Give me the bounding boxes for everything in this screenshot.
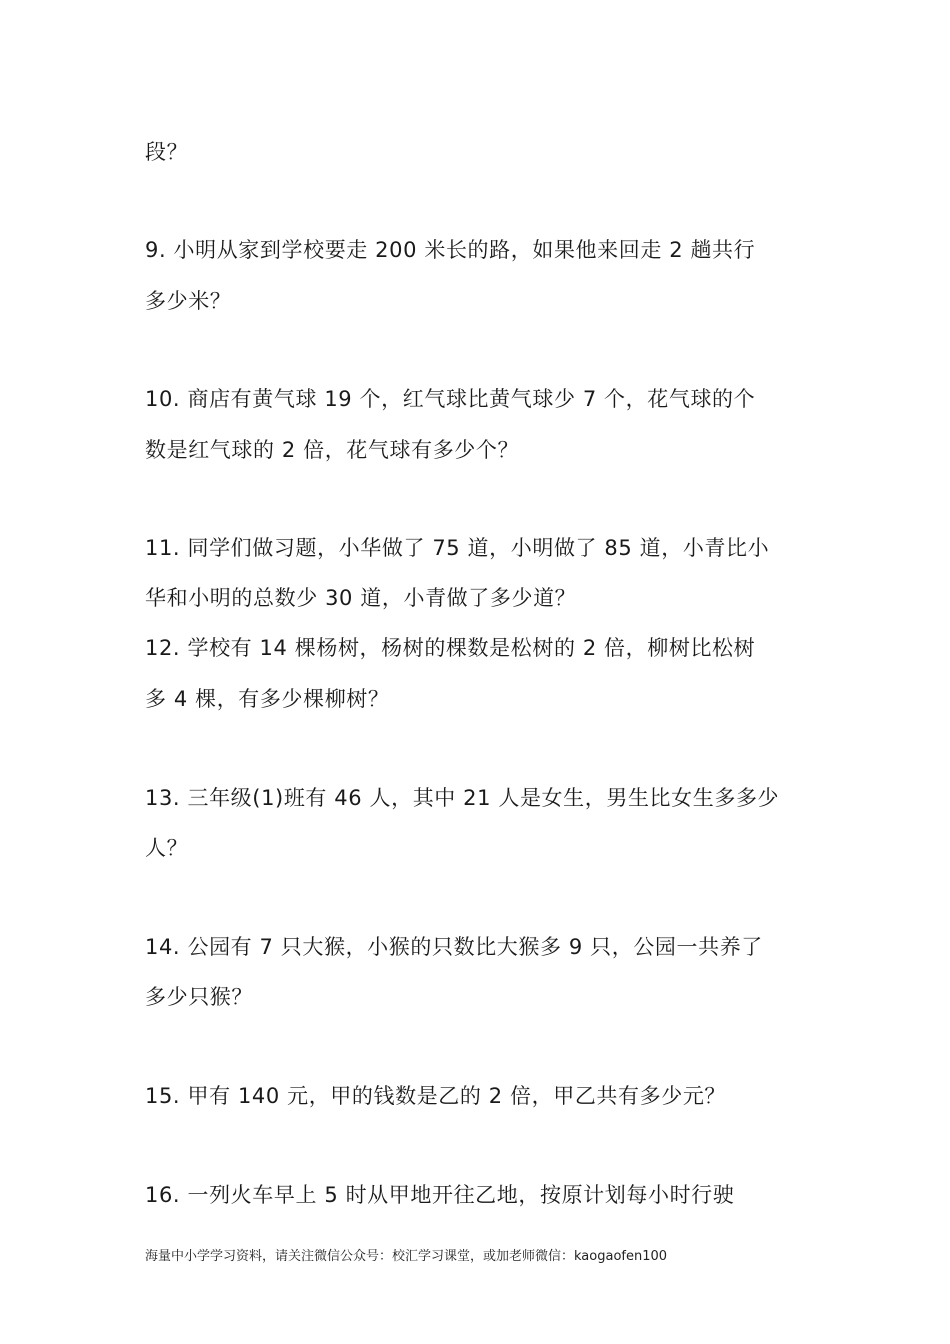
question-12-line-2: 多 4 棵，有多少棵柳树？ — [145, 687, 390, 711]
question-14-line-2: 多少只猴？ — [145, 985, 253, 1009]
question-13-line-2: 人？ — [145, 836, 189, 860]
question-12-line-1: 12. 学校有 14 棵杨树，杨树的棵数是松树的 2 倍，柳树比松树 — [145, 636, 756, 660]
text-line-1: 段？ — [145, 140, 189, 164]
question-15-line-1: 15. 甲有 140 元，甲的钱数是乙的 2 倍，甲乙共有多少元？ — [145, 1084, 727, 1108]
question-11-line-1: 11. 同学们做习题，小华做了 75 道，小明做了 85 道，小青比小 — [145, 536, 770, 560]
question-13-line-1: 13. 三年级(1)班有 46 人，其中 21 人是女生，男生比女生多多少 — [145, 786, 780, 810]
question-16-line-1: 16. 一列火车早上 5 时从甲地开往乙地，按原计划每小时行驶 — [145, 1183, 735, 1207]
question-10-line-1: 10. 商店有黄气球 19 个，红气球比黄气球少 7 个，花气球的个 — [145, 387, 756, 411]
question-9-line-2: 多少米？ — [145, 289, 232, 313]
question-14-line-1: 14. 公园有 7 只大猴，小猴的只数比大猴多 9 只，公园一共养了 — [145, 935, 763, 959]
page-footer: 海量中小学学习资料，请关注微信公众号：校汇学习课堂，或加老师微信：kaogaofen100 — [145, 1249, 668, 1264]
question-10-line-2: 数是红气球的 2 倍，花气球有多少个？ — [145, 438, 520, 462]
question-11-line-2: 华和小明的总数少 30 道，小青做了多少道？ — [145, 586, 577, 610]
question-9-line-1: 9. 小明从家到学校要走 200 米长的路，如果他来回走 2 趟共行 — [145, 238, 756, 262]
